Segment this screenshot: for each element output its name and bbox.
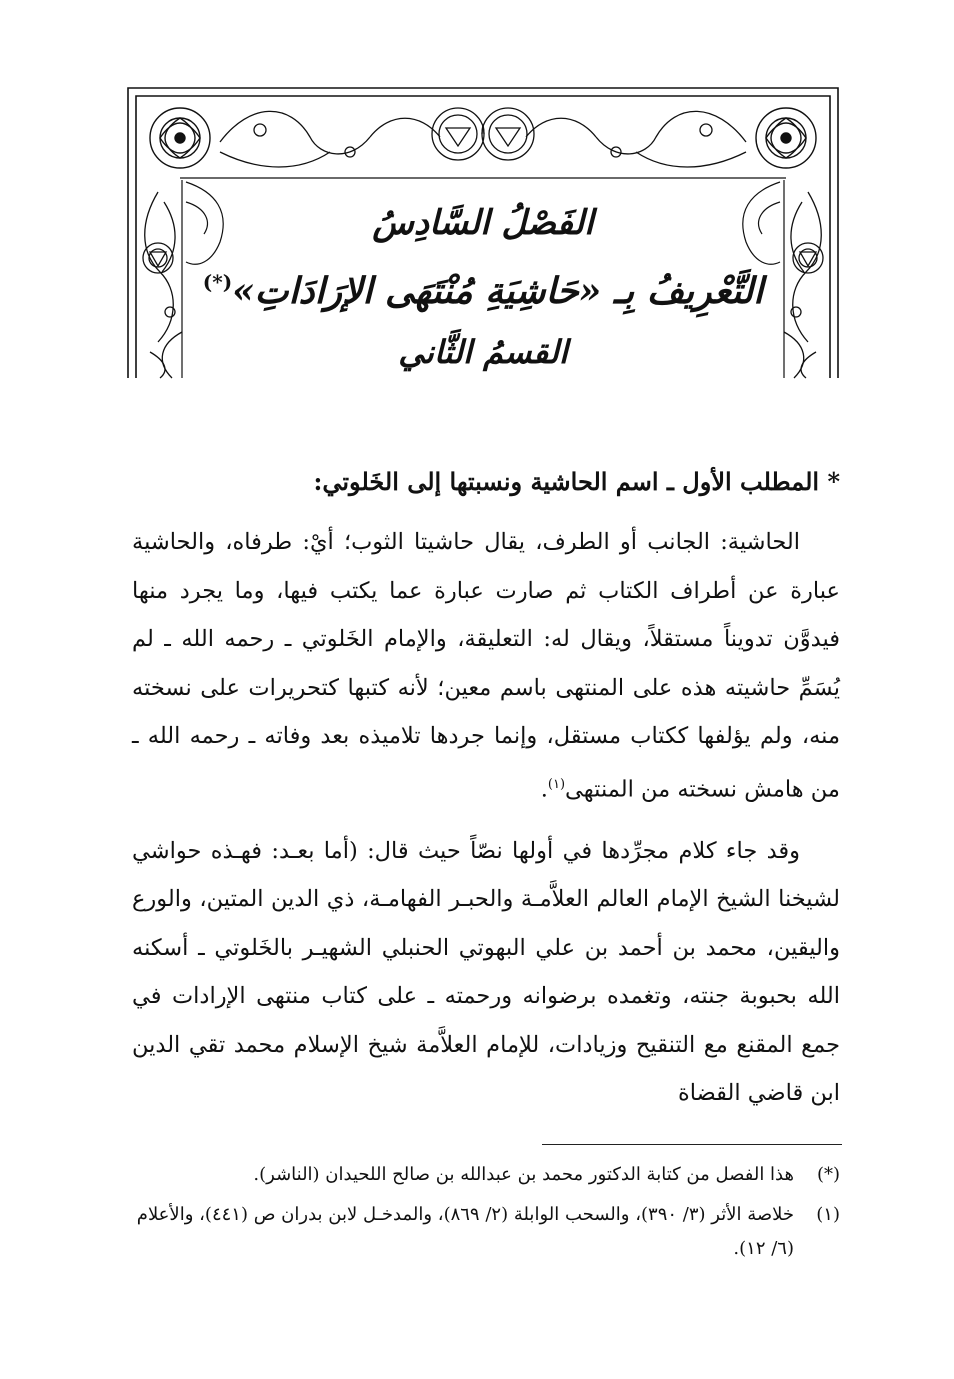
footnote-1-text: خلاصة الأثر (٣/ ٣٩٠)، والسحب الوابلة (٢/ ٨٦٩)، والمدخـل لابن بدران ص (٤٤١)، والأعلام (٦/ ١٢). [136,1204,794,1259]
footnote-1 [128,1198,840,1266]
footnotes [128,1158,840,1272]
book-title-footnote-marker: (*) [202,270,233,294]
book-title [170,251,796,322]
footnote-reference-1[interactable]: (١) [547,776,566,792]
part-title: القسمُ الثَّاني [398,333,568,371]
footnote-divider [542,1144,842,1145]
paragraph-1-tail: . [540,776,548,802]
footnote-star [128,1158,840,1192]
paragraph-1-text: الحاشية: الجانب أو الطرف، يقال حاشيتا الثوب؛ أيْ: طرفاه، والحاشية عبارة عن أطراف الكتاب ثم صارت عبارة عما يكتب فيها، وما يجرد منها فيدوَّن تدويناً مستقلاً، ويقال له: التعليقة، والإمام الخَلوتي ـ رحمه الله ـ لم يُسَمِّ حاشيته هذه على المنتهى باسم معين؛ لأنه كتبها كتحريرات على نسخته منه، ولم يؤلفها ككتاب مستقل، وإنما جردها تلاميذه بعد وفاته ـ رحمه الله ـ من هامش نسخته من المنتهى [132,529,840,802]
paragraph-2 [132,827,840,1118]
paragraph-2-text: وقد جاء كلام مجرِّدها في أولها نصّاً حيث قال: (أما بعـد: فهـذه حواشي لشيخنا الشيخ الإمام العالم العلاَّمـة والحبـر الفهامـة، ذي الدين المتين، والورع واليقين، محمد بن أحمد بن علي البهوتي الحنبلي الشهيـر بالخَلوتي ـ أسكنه الله بحبوبة جنته، وتغمده برضوانه ورحمته ـ على كتاب منتهى الإرادات في جمع المقنع مع التنقيح وزيادات، للإمام العلاَّمة شيخ الإسلام محمد تقي الدين ابن قاضي القضاة [132,837,840,1106]
footnote-1-marker: (١) [816,1204,840,1225]
footnote-star-marker: (*) [816,1164,840,1185]
header-titles [170,195,796,382]
footnote-star-text: هذا الفصل من كتابة الدكتور محمد بن عبدالله بن صالح اللحيدان (الناشر). [253,1164,794,1185]
paragraph-1 [132,518,840,814]
section-heading: * المطلب الأول ـ اسم الحاشية ونسبتها إلى الخَلوتي: [313,467,840,496]
chapter-title: الفَصْلُ السَّادِسُ [372,203,594,243]
ornamental-header-frame [120,82,846,382]
book-title-text: التَّعْرِيفُ بِـ «حَاشِيَةِ مُنْتَهَى الإرَادَاتِ» [232,270,764,312]
main-text [132,462,840,1131]
